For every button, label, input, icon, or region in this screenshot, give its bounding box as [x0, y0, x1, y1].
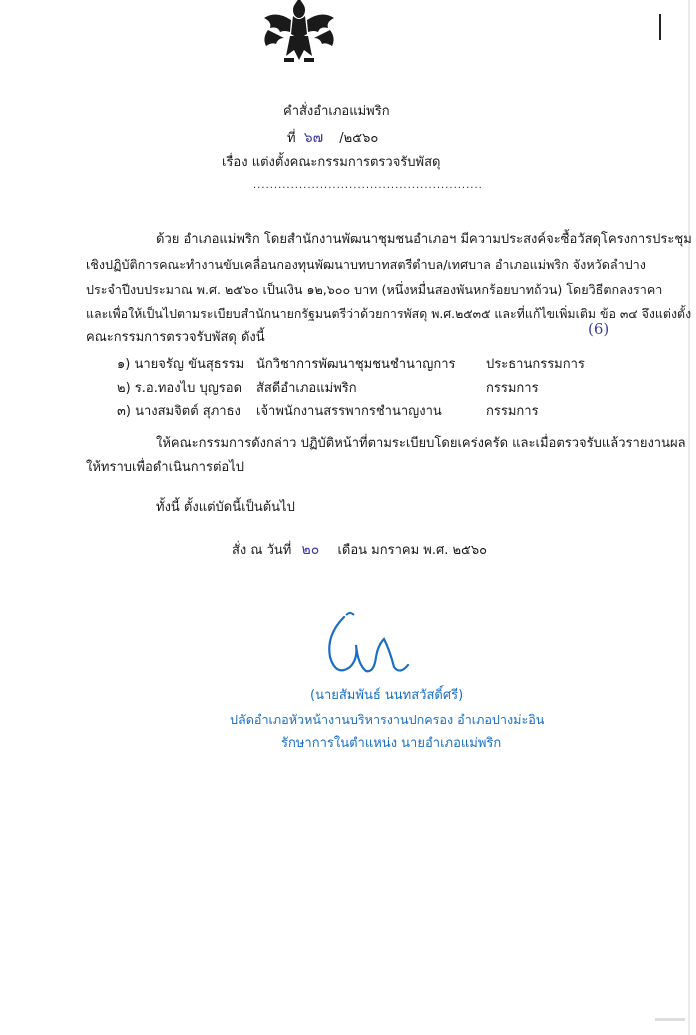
signatory-acting-title: รักษาการในตำแหน่ง นายอำเภอแม่พริก: [281, 736, 502, 751]
committee-member-role: ประธานกรรมการ: [486, 357, 585, 372]
date-day-handwritten: ๒๐: [301, 542, 320, 558]
order-number-suffix: /๒๕๖๐: [339, 131, 379, 146]
page-edge-shadow: [688, 0, 690, 1035]
signatory-name: (นายสัมพันธ์ นนทสวัสดิ์ศรี): [310, 688, 464, 703]
instruction-line: ให้คณะกรรมการดังกล่าว ปฏิบัติหน้าที่ตามระเบียบโดยเคร่งครัด และเมื่อตรวจรับแล้วรายงานผล: [156, 436, 686, 451]
instruction-line: ให้ทราบเพื่อดำเนินการต่อไป: [86, 460, 244, 475]
paragraph-line: ด้วย อำเภอแม่พริก โดยสำนักงานพัฒนาชุมชนอำเภอฯ มีความประสงค์จะซื้อวัสดุโครงการประชุม: [156, 232, 692, 247]
committee-member-position: นักวิชาการพัฒนาชุมชนชำนาญการ: [256, 357, 456, 372]
order-number-prefix: ที่: [287, 131, 296, 146]
paragraph-line: คณะกรรมการตรวจรับพัสดุ ดังนี้: [86, 330, 265, 345]
committee-member-name: ๓) นางสมจิตต์ สุภาธง: [117, 404, 241, 419]
effective-line: ทั้งนี้ ตั้งแต่บัดนี้เป็นต้นไป: [156, 500, 295, 515]
committee-member-role: กรรมการ: [486, 381, 539, 396]
date-prefix: สั่ง ณ วันที่: [232, 543, 292, 558]
paragraph-line: และเพื่อให้เป็นไปตามระเบียบสำนักนายกรัฐมนตรีว่าด้วยการพัสดุ พ.ศ.๒๕๓๕ และที่แก้ไขเพิ่มเติม ข้อ ๓๔ จึงแต่งตั้ง: [86, 306, 692, 321]
order-title: คำสั่งอำเภอแม่พริก: [283, 104, 390, 119]
signatory-title: ปลัดอำเภอหัวหน้างานบริหารงานปกครอง อำเภอปางม่ะอิน: [230, 712, 545, 727]
committee-member-name: ๑) นายจรัญ ขันสุธรรม: [117, 357, 245, 372]
committee-member-name: ๒) ร.อ.ทองไบ บุญรอด: [117, 381, 243, 396]
garuda-emblem-icon: [258, 0, 340, 68]
paragraph-line: ประจำปีงบประมาณ พ.ศ. ๒๕๖๐ เป็นเงิน ๑๒,๖๐๐ บาท (หนึ่งหมื่นสองพันหกร้อยบาทถ้วน) โดยวิธีตกลงราคา: [86, 282, 663, 297]
committee-member-position: สัสดีอำเภอแม่พริก: [256, 381, 357, 396]
order-number: [287, 130, 378, 147]
margin-mark: [659, 14, 661, 40]
handwritten-note: (6): [588, 320, 610, 338]
committee-member-role: กรรมการ: [486, 404, 539, 419]
header-divider: .......................................................: [253, 180, 483, 191]
subject-line: เรื่อง แต่งตั้งคณะกรรมการตรวจรับพัสดุ: [222, 155, 441, 170]
committee-member-position: เจ้าพนักงานสรรพากรชำนาญงาน: [256, 404, 442, 419]
handwritten-signature: [320, 605, 440, 685]
order-number-handwritten: ๖๗: [303, 130, 324, 146]
date-suffix: เดือน มกราคม พ.ศ. ๒๕๖๐: [337, 543, 488, 558]
paragraph-line: เชิงปฏิบัติการคณะทำงานขับเคลื่อนกองทุนพัฒนาบทบาทสตรีตำบล/เทศบาล อำเภอแม่พริก จังหวัดลำปาง: [86, 257, 646, 272]
bottom-corner-mark: [655, 1018, 685, 1021]
order-date: [232, 542, 487, 559]
